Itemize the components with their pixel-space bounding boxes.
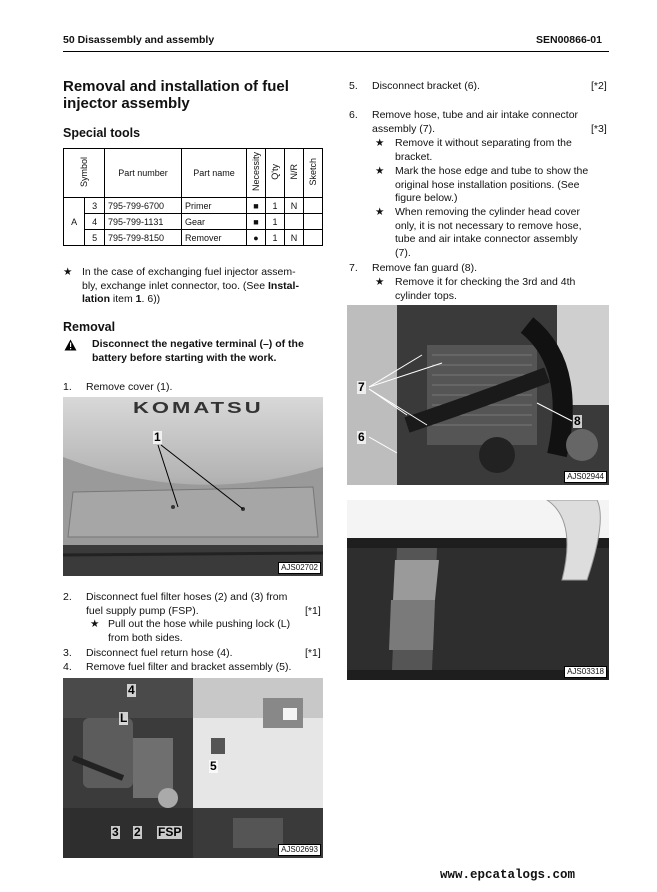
necessity-cell: ■ bbox=[247, 198, 266, 214]
reference-mark: [*1] bbox=[305, 647, 321, 659]
nr-cell: N bbox=[285, 198, 304, 214]
column-qty: Q'ty bbox=[266, 149, 285, 198]
step-4-text: Remove fuel filter and bracket assembly (5). bbox=[86, 661, 292, 673]
callout-label: 8 bbox=[574, 414, 581, 428]
star-icon: ★ bbox=[375, 276, 385, 288]
part-number-cell: 795-799-1131 bbox=[105, 214, 182, 230]
figure-code: AJS02702 bbox=[278, 562, 321, 574]
callout-label: 5 bbox=[210, 759, 217, 773]
callout-label: 3 bbox=[112, 825, 119, 839]
removal-heading: Removal bbox=[63, 320, 116, 334]
part-name-cell: Gear bbox=[182, 214, 247, 230]
tool-no-cell: 4 bbox=[85, 214, 105, 230]
table-row bbox=[64, 214, 323, 230]
step-7-star-note: Remove it for checking the 3rd and 4th cylinder tops. bbox=[395, 276, 576, 302]
reference-mark: [*3] bbox=[591, 123, 607, 135]
figure-fuel-filter-photo-right bbox=[193, 678, 323, 858]
part-name-cell: Primer bbox=[182, 198, 247, 214]
step-6-star-note-2: Mark the hose edge and tube to show the original hose installation positions. (See figure below.) bbox=[395, 165, 589, 205]
step-number: 4. bbox=[63, 661, 72, 673]
step-3-text: Disconnect fuel return hose (4). bbox=[86, 647, 233, 659]
necessity-cell: ● bbox=[247, 230, 266, 246]
header-rule bbox=[63, 51, 609, 52]
step-2-text: Disconnect fuel filter hoses (2) and (3) from fuel supply pump (FSP). bbox=[86, 591, 288, 617]
document-id: SEN00866-01 bbox=[536, 34, 602, 46]
part-name-cell: Remover bbox=[182, 230, 247, 246]
exchange-note: In the case of exchanging fuel injector assem- bly, exchange inlet connector, too. (See Instal- lation item 1. 6)) bbox=[82, 266, 299, 306]
figure-fuel-filter-photo-left bbox=[63, 678, 193, 858]
reference-mark: [*1] bbox=[305, 605, 321, 617]
column-nr: N/R bbox=[285, 149, 304, 198]
figure-code: AJS03318 bbox=[564, 666, 607, 678]
special-tools-table bbox=[63, 148, 323, 246]
column-symbol: Symbol bbox=[64, 149, 105, 198]
battery-warning: Disconnect the negative terminal (–) of the battery before starting with the work. bbox=[92, 338, 304, 364]
nr-cell: N bbox=[285, 230, 304, 246]
callout-label: 6 bbox=[358, 430, 365, 444]
necessity-cell: ■ bbox=[247, 214, 266, 230]
step-number: 5. bbox=[349, 80, 358, 92]
table-row bbox=[64, 198, 323, 214]
sketch-cell bbox=[304, 230, 323, 246]
komatsu-banner: KOMATSU bbox=[133, 398, 264, 417]
star-icon: ★ bbox=[375, 206, 385, 218]
footer-watermark: www.epcatalogs.com bbox=[440, 868, 576, 882]
column-part-number: Part number bbox=[105, 149, 182, 198]
step-2-star-note: Pull out the hose while pushing lock (L) from both sides. bbox=[108, 618, 291, 644]
callout-label: L bbox=[120, 711, 128, 725]
part-number-cell: 795-799-8150 bbox=[105, 230, 182, 246]
group-cell: A bbox=[64, 198, 85, 246]
special-tools-heading: Special tools bbox=[63, 126, 141, 140]
figure-hose-mark-photo bbox=[347, 500, 609, 680]
page-title: Removal and installation of fuel injector assembly bbox=[63, 78, 289, 112]
figure-engine-photo bbox=[347, 305, 609, 485]
figure-code: AJS02693 bbox=[278, 844, 321, 856]
step-6-star-note-1: Remove it without separating from the bracket. bbox=[395, 137, 572, 163]
figure-code: AJS02944 bbox=[564, 471, 607, 483]
tool-no-cell: 5 bbox=[85, 230, 105, 246]
callout-label: 7 bbox=[358, 380, 365, 394]
step-6-text: Remove hose, tube and air intake connector assembly (7). bbox=[372, 109, 579, 135]
star-icon: ★ bbox=[90, 618, 100, 630]
table-row bbox=[64, 230, 323, 246]
step-6-star-note-3: When removing the cylinder head cover only, it is not necessary to remove hose, tube and air intake connector assembly (7). bbox=[395, 206, 582, 260]
step-number: 6. bbox=[349, 109, 358, 121]
nr-cell bbox=[285, 214, 304, 230]
step-5-text: Disconnect bracket (6). bbox=[372, 80, 480, 92]
column-sketch: Sketch bbox=[304, 149, 323, 198]
step-number: 1. bbox=[63, 381, 72, 393]
step-1-text: Remove cover (1). bbox=[86, 381, 173, 393]
qty-cell: 1 bbox=[266, 230, 285, 246]
sketch-cell bbox=[304, 214, 323, 230]
section-header: 50 Disassembly and assembly bbox=[63, 34, 215, 46]
part-number-cell: 795-799-6700 bbox=[105, 198, 182, 214]
callout-label: FSP bbox=[158, 825, 182, 839]
step-number: 2. bbox=[63, 591, 72, 603]
sketch-cell bbox=[304, 198, 323, 214]
star-icon: ★ bbox=[375, 137, 385, 149]
step-number: 3. bbox=[63, 647, 72, 659]
table-header-row bbox=[64, 149, 323, 198]
star-icon: ★ bbox=[375, 165, 385, 177]
callout-label: 2 bbox=[134, 825, 141, 839]
column-part-name: Part name bbox=[182, 149, 247, 198]
star-icon: ★ bbox=[63, 266, 73, 278]
qty-cell: 1 bbox=[266, 214, 285, 230]
reference-mark: [*2] bbox=[591, 80, 607, 92]
callout-label: 1 bbox=[154, 430, 161, 444]
warning-triangle-icon bbox=[64, 338, 77, 356]
step-number: 7. bbox=[349, 262, 358, 274]
tool-no-cell: 3 bbox=[85, 198, 105, 214]
figure-cover-photo bbox=[63, 397, 323, 576]
callout-label: 4 bbox=[128, 683, 135, 697]
qty-cell: 1 bbox=[266, 198, 285, 214]
step-7-text: Remove fan guard (8). bbox=[372, 262, 478, 274]
column-necessity: Necessity bbox=[247, 149, 266, 198]
